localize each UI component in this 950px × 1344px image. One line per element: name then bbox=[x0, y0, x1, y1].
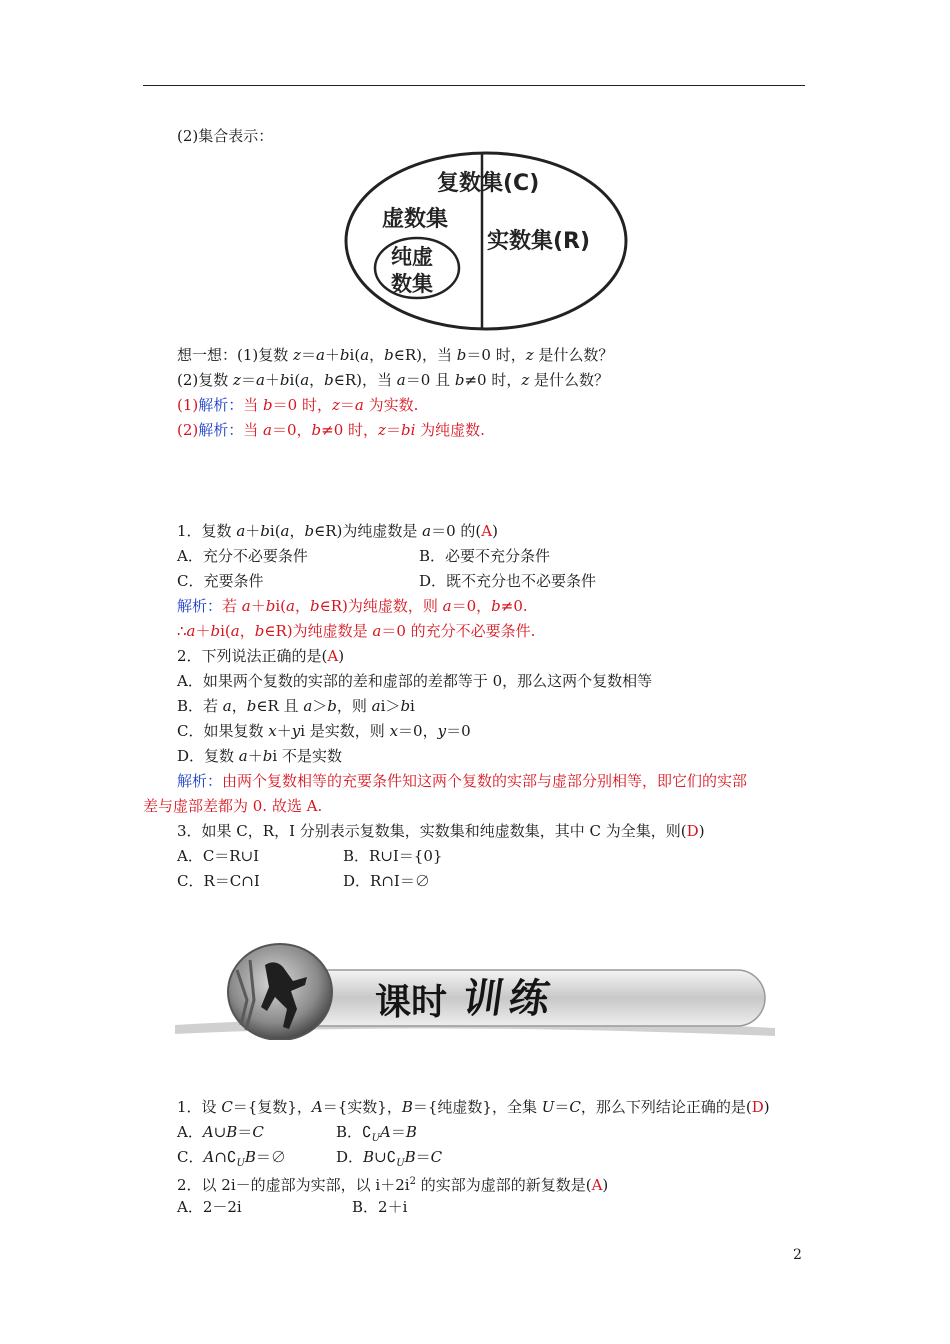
practice-q1-stem: 1．复数 a＋bi(a，b∈R)为纯虚数是 a＝0 的(A) bbox=[177, 522, 498, 540]
pure-imaginary-label-line1: 纯虚 bbox=[391, 245, 433, 269]
banner-title-part2: 训练 bbox=[460, 975, 559, 1022]
practice-q1-explanation-2: ∴a＋bi(a，b∈R)为纯虚数是 a＝0 的充分不必要条件. bbox=[177, 622, 536, 640]
practice-q3-option-d: D．R∩I＝∅ bbox=[343, 872, 430, 890]
practice-q3-stem: 3．如果 C，R，I 分别表示复数集，实数集和纯虚数集，其中 C 为全集，则(D) bbox=[177, 822, 705, 840]
complex-set-label: 复数集(C) bbox=[437, 171, 540, 196]
lesson-training-banner bbox=[175, 930, 775, 1040]
imaginary-set-label: 虚数集 bbox=[382, 207, 449, 232]
practice-q2-option-b: B．若 a，b∈R 且 a＞b，则 ai＞bi bbox=[177, 697, 415, 715]
banner-title-part1: 课时 bbox=[375, 982, 448, 1023]
answer-mark: A bbox=[481, 522, 493, 540]
practice-q3-option-b: B．R∪I＝{0} bbox=[343, 847, 443, 865]
practice-q1-option-d: D．既不充分也不必要条件 bbox=[419, 572, 597, 590]
training-q2-option-a: A．2－2i bbox=[177, 1198, 242, 1216]
practice-q3-option-c: C．R＝C∩I bbox=[177, 872, 260, 890]
real-set-label: 实数集(R) bbox=[487, 229, 591, 254]
training-q1-option-b: B．$∁_UA=B$ bbox=[336, 1123, 417, 1144]
practice-q2-option-c: C．如果复数 x＋yi 是实数，则 x＝0，y＝0 bbox=[177, 722, 471, 740]
practice-q2-stem: 2．下列说法正确的是(A) bbox=[177, 647, 345, 665]
header-rule bbox=[143, 85, 805, 86]
training-q1-option-a: A．A∪B＝C bbox=[177, 1123, 264, 1141]
complex-number-set-diagram bbox=[343, 148, 631, 334]
training-q1-option-c: C．$A\cap∁_UB=\emptyset$ bbox=[177, 1148, 286, 1169]
section-label: (2)集合表示： bbox=[177, 127, 274, 145]
practice-q1-option-a: A．充分不必要条件 bbox=[177, 547, 308, 565]
practice-q2-option-d: D．复数 a＋bi 不是实数 bbox=[177, 747, 342, 765]
answer-mark: A bbox=[327, 647, 339, 665]
think-answer-2: (2)解析：当 a＝0，b≠0 时，z＝bi 为纯虚数. bbox=[177, 421, 485, 439]
practice-q2-explanation-1: 解析：由两个复数相等的充要条件知这两个复数的实部与虚部分别相等，即它们的实部 bbox=[177, 772, 748, 790]
training-q2-stem: 2．以 2i－的虚部为实部，以 $i+2i^2$ 的实部为虚部的新复数是(A) bbox=[177, 1176, 609, 1194]
answer-mark: A bbox=[591, 1176, 603, 1194]
practice-q2-option-a: A．如果两个复数的实部的差和虚部的差都等于 0，那么这两个复数相等 bbox=[177, 672, 653, 690]
practice-q1-explanation-1: 解析：若 a＋bi(a，b∈R)为纯虚数，则 a＝0，b≠0. bbox=[177, 597, 528, 615]
practice-q2-explanation-2: 差与虚部差都为 0. 故选 A. bbox=[143, 797, 323, 815]
training-q1-option-d: D．$B\cup∁_UB=C$ bbox=[336, 1148, 443, 1169]
think-question-2: (2)复数 z＝a＋bi(a，b∈R)，当 a＝0 且 b≠0 时，z 是什么数？ bbox=[177, 371, 610, 389]
practice-q3-option-a: A．C＝R∪I bbox=[177, 847, 260, 865]
practice-q1-option-c: C．充要条件 bbox=[177, 572, 264, 590]
think-question-1: 想一想：(1)复数 z＝a＋bi(a，b∈R)，当 b＝0 时，z 是什么数？ bbox=[177, 346, 614, 364]
page-number: 2 bbox=[793, 1247, 802, 1263]
pure-imaginary-label-line2: 数集 bbox=[391, 272, 433, 296]
training-q2-option-b: B．2＋i bbox=[352, 1198, 408, 1216]
think-answer-1: (1)解析：当 b＝0 时，z＝a 为实数. bbox=[177, 396, 419, 414]
training-q1-stem: 1．设 C＝{复数}，A＝{实数}，B＝{纯虚数}，全集 U＝C，那么下列结论正确的是(D) bbox=[177, 1098, 770, 1116]
practice-q1-option-b: B．必要不充分条件 bbox=[419, 547, 551, 565]
answer-mark: D bbox=[686, 822, 699, 840]
answer-mark: D bbox=[751, 1098, 764, 1116]
